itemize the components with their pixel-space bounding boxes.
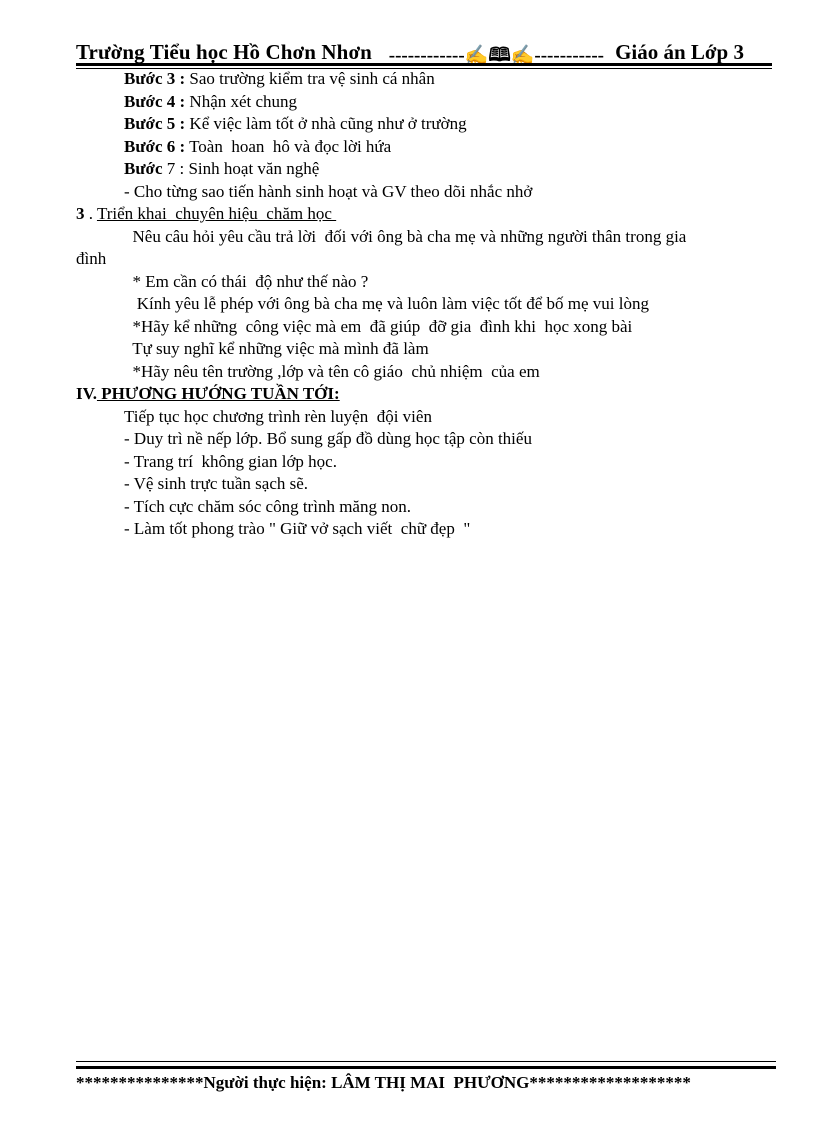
header-rule-thick [76,63,772,66]
school-name: Trường Tiểu học Hồ Chơn Nhơn [76,40,372,64]
footer-rule-thin [76,1061,776,1062]
step-3: Bước 3 : Sao trường kiểm tra vệ sinh cá nhân [124,69,435,88]
step-note: - Cho từng sao tiến hành sinh hoạt và GV theo dõi nhắc nhở [124,181,533,201]
list-item: - Vệ sinh trực tuần sạch sẽ. [124,474,309,493]
step-6: Bước 6 : Toàn hoan hô và đọc lời hứa [124,136,392,156]
footer-rule-thick [76,1066,776,1069]
author-footer: ***************Người thực hiện: LÂM THỊ MAI PHƯƠNG******************* [76,1073,691,1092]
document-body [76,68,776,541]
step-7: Bước 7 : Sinh hoạt văn nghệ [124,159,320,178]
section-3-intro-cont: đình [76,249,107,268]
section-3-heading: 3 . Triển khai chuyên hiệu chăm học [76,204,337,223]
question-3: *Hãy nêu tên trường ,lớp và tên cô giáo chủ nhiệm của em [124,361,540,381]
step-4: Bước 4 : Nhận xét chung [124,91,298,111]
lesson-plan-title: Giáo án Lớp 3 [615,40,744,64]
answer-1: Kính yêu lễ phép với ông bà cha mẹ và luôn làm việc tốt để bố mẹ vui lòng [124,294,650,313]
list-item: - Duy trì nề nếp lớp. Bổ sung gấp đồ dùng học tập còn thiếu [124,429,532,448]
list-item: - Tích cực chăm sóc công trình măng non. [124,496,411,516]
question-1: * Em cần có thái độ như thế nào ? [124,271,369,291]
list-item: - Làm tốt phong trào " Giữ vở sạch viết chữ đẹp " [124,519,471,538]
list-item: Tiếp tục học chương trình rèn luyện đội viên [124,406,432,426]
answer-2: Tự suy nghĩ kể những việc mà mình đã làm [124,339,429,358]
question-2: *Hãy kể những công việc mà em đã giúp đỡ gia đình khi học xong bài [124,316,633,336]
step-5: Bước 5 : Kể việc làm tốt ở nhà cũng như ở trường [124,114,467,133]
header-ornament: ------------✍🕮✍----------- [384,45,604,66]
section-4-heading: IV. PHƯƠNG HƯỚNG TUẦN TỚI: [76,384,340,403]
section-3-intro: Nêu câu hỏi yêu cầu trả lời đối với ông bà cha mẹ và những người thân trong gia [124,226,687,246]
list-item: - Trang trí không gian lớp học. [124,451,337,471]
